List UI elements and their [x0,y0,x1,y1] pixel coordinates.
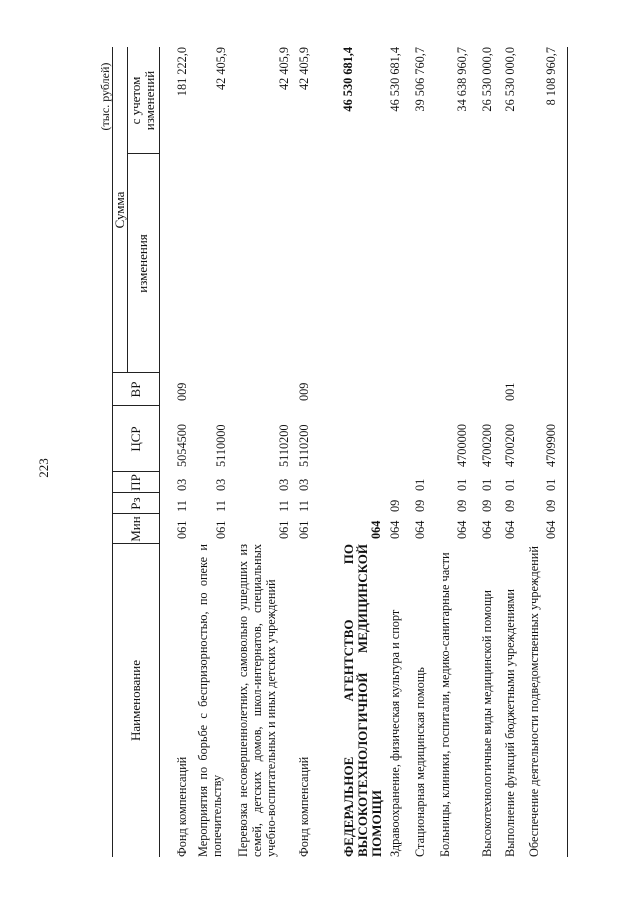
row-amount: 26 530 000,0 [503,47,517,112]
row-min: 064 [480,520,494,539]
row-name: Выполнение функций бюджетными учреждениями [503,589,517,857]
budget-table-page [98,47,628,857]
row-pr: 03 [277,478,291,491]
row-csr: 4700200 [480,423,494,467]
row-name: Здравоохранение, физическая культура и спорт [388,609,402,857]
row-pr: 01 [413,478,427,491]
row-min: 064 [503,520,517,539]
row-rz: 09 [480,499,494,512]
row-name: Высокотехнологичные виды медицинской помощи [480,590,494,857]
row-rz: 09 [503,499,517,512]
row-name: Стационарная медицинская помощь [413,667,427,857]
table-header [112,47,160,857]
row-rz: 11 [175,500,189,512]
row-min: 061 [277,520,291,539]
page-number: 223 [36,458,51,478]
row-vr: 001 [503,382,517,401]
row-name: Обеспечение деятельности подведомственных учреждений [527,546,541,857]
row-vr: 009 [175,382,189,401]
row-rz: 11 [277,500,291,512]
row-csr: 4700000 [455,423,469,467]
row-amount: 46 530 681,4 [388,47,402,112]
row-vr: 009 [297,382,311,401]
row-amount: 42 405,9 [214,47,228,91]
header-vr: ВР [128,381,143,398]
row-pr: 01 [480,478,494,491]
header-min: Мин [128,516,143,542]
table-bottom-rule [567,47,568,857]
row-rz: 11 [214,500,228,512]
header-csr: ЦСР [128,426,143,452]
row-amount: 34 638 960,7 [455,47,469,112]
row-min: 061 [214,520,228,539]
row-pr: 01 [503,478,517,491]
row-pr: 01 [544,478,558,491]
row-name: Фонд компенсаций [297,756,311,857]
row-amount: 46 530 681,4 [341,47,355,112]
row-amount: 8 108 960,7 [544,47,558,106]
row-rz: 09 [388,499,402,512]
row-pr: 03 [214,478,228,491]
row-pr: 01 [455,478,469,491]
row-amount: 39 506 760,7 [413,47,427,112]
row-csr: 4700200 [503,423,517,467]
header-rz: Рз [128,497,143,510]
row-amount: 181 222,0 [175,47,189,97]
row-pr: 03 [297,478,311,491]
row-name: Больницы, клиники, госпитали, медико-санитарные части [438,552,452,857]
row-min: 064 [369,520,383,539]
row-min: 061 [175,520,189,539]
row-csr: 5110000 [214,424,228,467]
row-amount: 26 530 000,0 [480,47,494,112]
header-name: Наименование [128,660,143,741]
header-sum: Сумма [112,191,127,229]
row-rz: 09 [413,499,427,512]
row-rz: 09 [455,499,469,512]
row-csr: 5110200 [297,424,311,467]
row-pr: 03 [175,478,189,491]
row-min: 061 [297,520,311,539]
row-amount: 42 405,9 [277,47,291,91]
units-note: (тыс. рублей) [98,62,112,131]
row-min: 064 [413,520,427,539]
row-name: Мероприятия по борьбе с беспризорностью, по опеке и попечительству [196,544,224,857]
row-name: Перевозка несовершеннолетних, самовольно ушедших из семей, детских домов, школ-интернатов, специальных учебно-воспитательных и иных детских учреждений [236,544,278,857]
row-min: 064 [455,520,469,539]
row-min: 064 [544,520,558,539]
row-rz: 09 [544,499,558,512]
row-csr: 5054500 [175,423,189,467]
row-rz: 11 [297,500,311,512]
row-csr: 4709900 [544,423,558,467]
row-csr: 5110200 [277,424,291,467]
row-amount: 42 405,9 [297,47,311,91]
row-name: ФЕДЕРАЛЬНОЕ АГЕНТСТВО ПО ВЫСОКОТЕХНОЛОГИЧНОЙ МЕДИЦИНСКОЙ ПОМОЩИ [341,544,384,857]
row-name: Фонд компенсаций [175,756,189,857]
header-change: изменения [135,234,150,293]
header-with-change: с учетом изменений [128,70,157,131]
row-min: 064 [388,520,402,539]
header-pr: ПР [128,474,143,491]
